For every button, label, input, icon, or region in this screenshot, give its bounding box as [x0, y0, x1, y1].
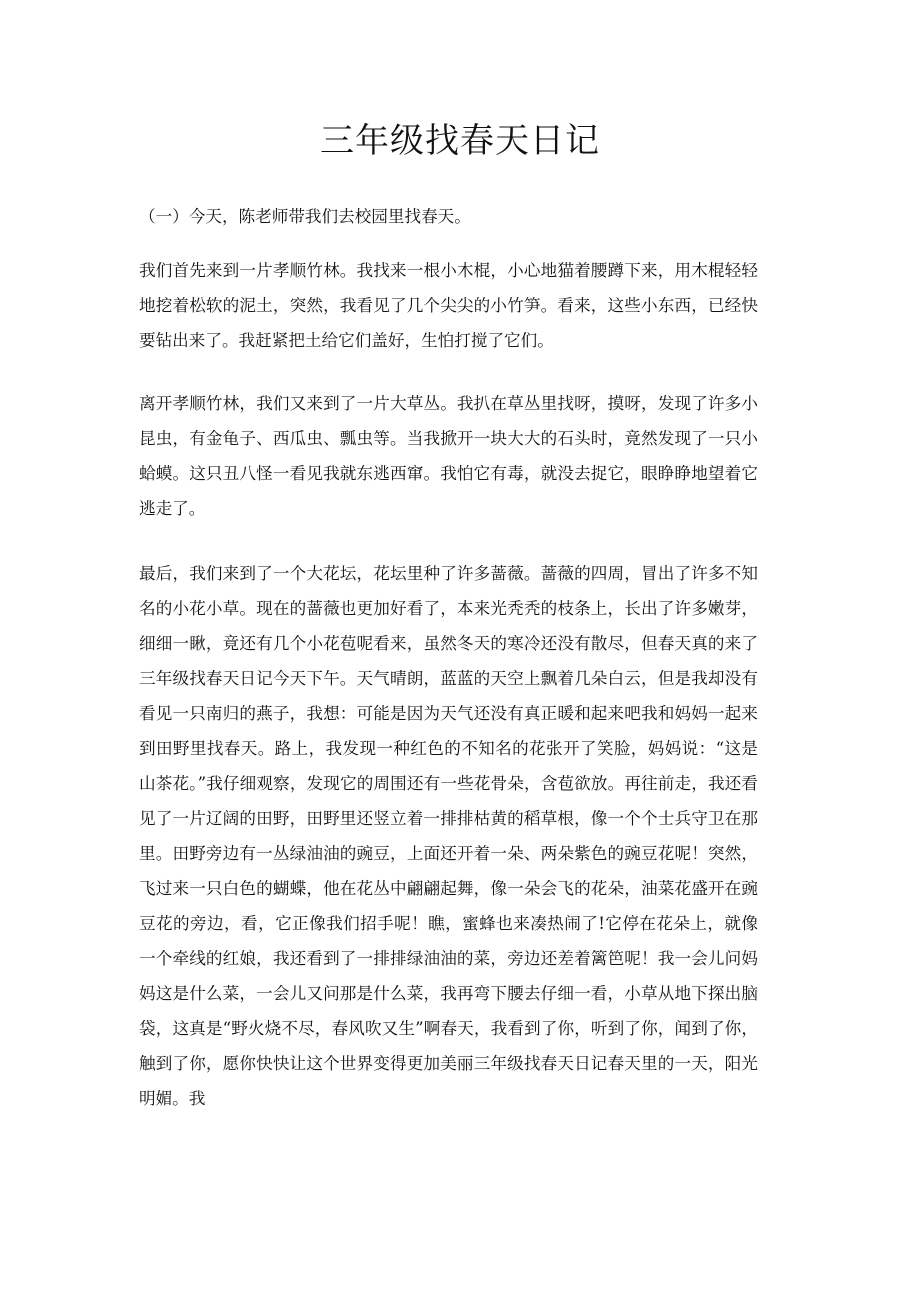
- paragraph-grass-patch: 离开孝顺竹林，我们又来到了一片大草丛。我扒在草丛里找呀，摸呀，发现了许多小昆虫，有金龟子、西瓜虫、瓢虫等。当我掀开一块大大的石头时，竟然发现了一只小蛤蟆。这只丑八怪一看见我就东逃西窜。我怕它有毒，就没去捉它，眼睁睁地望着它逃走了。: [139, 394, 758, 518]
- paragraph-flower-bed: 最后，我们来到了一个大花坛，花坛里种了许多蔷薇。蔷薇的四周，冒出了许多不知名的小花小草。现在的蔷薇也更加好看了，本来光秃秃的枝条上，长出了许多嫩芽，细细一瞅，竟还有几个小花苞呢看来，虽然冬天的寒冷还没有散尽，但春天真的来了三年级找春天日记今天下午。天气晴朗，蓝蓝的天空上飘着几朵白云，但是我却没有看见一只南归的燕子，我想：可能是因为天气还没有真正暖和起来吧我和妈妈一起来到田野里找春天。路上，我发现一种红色的不知名的花张开了笑脸，妈妈说：“这是山茶花。”我仔细观察，发现它的周围还有一些花骨朵，含苞欲放。再往前走，我还看见了一片辽阔的田野，田野里还竖立着一排排枯黄的稻草根，像一个个士兵守卫在那里。田野旁边有一丛绿油油的豌豆，上面还开着一朵、两朵紫色的豌豆花呢！突然，飞过来一只白色的蝴蝶，他在花丛中翩翩起舞，像一朵会飞的花朵，油菜花盛开在豌豆花的旁边，看，它正像我们招手呢！瞧，蜜蜂也来凑热闹了!它停在花朵上，就像一个牵线的红娘，我还看到了一排排绿油油的菜，旁边还差着篱笆呢！我一会儿问妈妈这是什么菜，一会儿又问那是什么菜，我再弯下腰去仔细一看，小草从地下探出脑袋，这真是“野火烧不尽，春风吹又生”啊春天，我看到了你，听到了你，闻到了你，触到了你，愿你快快让这个世界变得更加美丽三年级找春天日记春天里的一天，阳光明媚。我: [139, 564, 758, 1108]
- document-title: 三年级找春天日记: [320, 121, 600, 161]
- paragraph-intro: （一）今天，陈老师带我们去校园里找春天。: [139, 207, 471, 226]
- paragraph-bamboo-grove: 我们首先来到一片孝顺竹林。我找来一根小木棍，小心地猫着腰蹲下来，用木棍轻轻地挖着松软的泥土，突然，我看见了几个尖尖的小竹笋。看来，这些小东西，已经快要钻出来了。我赶紧把土给它们盖好，生怕打搅了它们。: [139, 261, 758, 350]
